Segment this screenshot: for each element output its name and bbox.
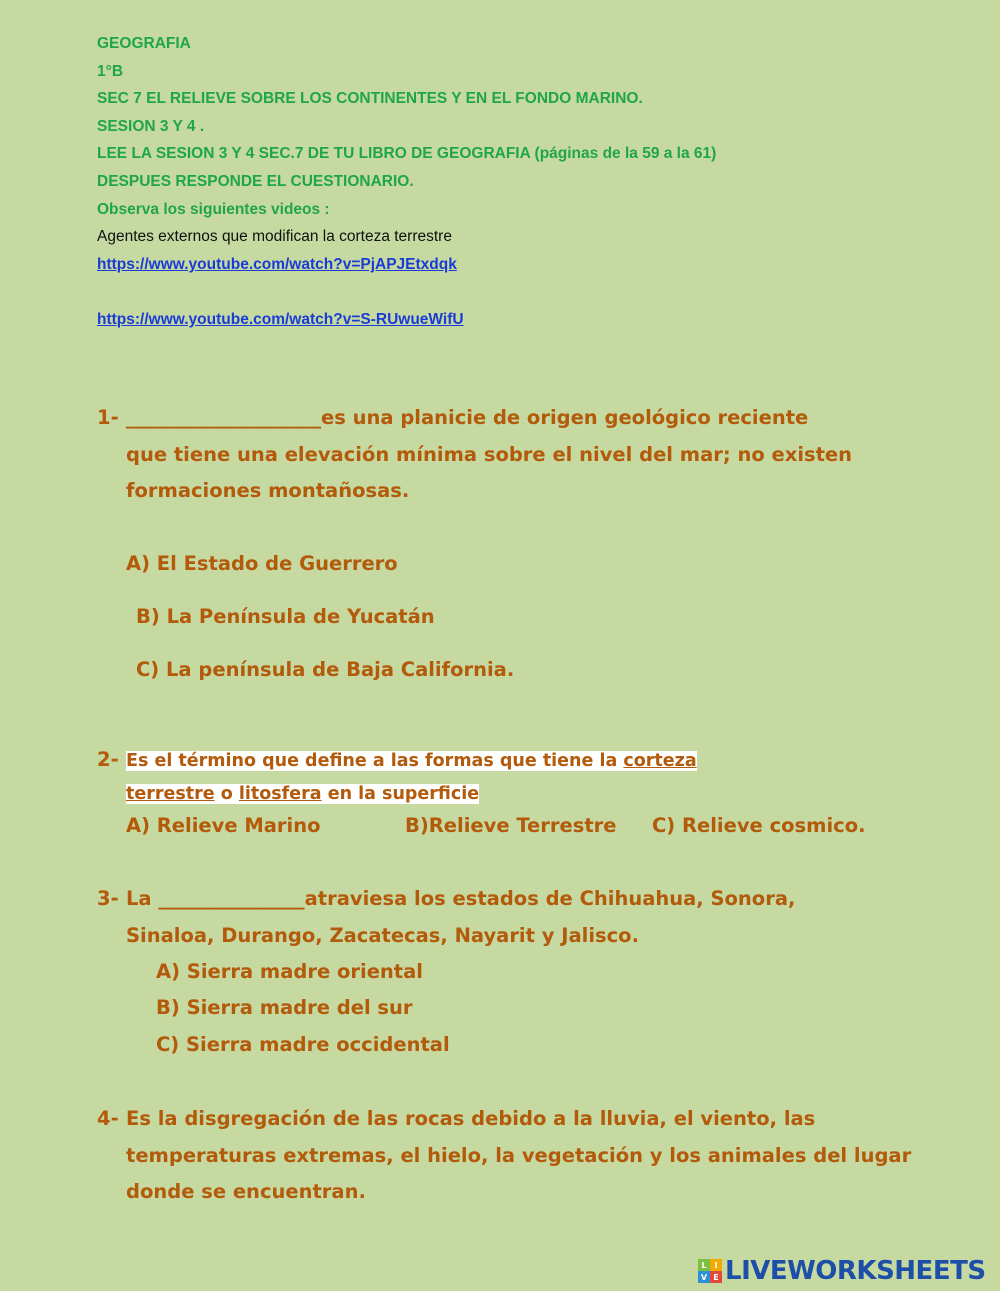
answer-blank[interactable]: _______________ (158, 887, 305, 910)
document-header (97, 33, 897, 337)
question-text: Es el término que define a las formas que tiene la (126, 751, 624, 771)
question-3 (97, 881, 795, 954)
video-subtitle: Agentes externos que modifican la corteza terrestre (97, 228, 452, 246)
question-text: donde se encuentran. (126, 1180, 366, 1203)
logo-mark-letter: L (698, 1259, 710, 1271)
question-number: 2- (97, 748, 119, 771)
logo-mark-letter: I (710, 1259, 722, 1271)
group-label: 1°B (97, 62, 124, 80)
option-c[interactable]: C) Relieve cosmico. (652, 814, 866, 837)
option-b[interactable]: B) Sierra madre del sur (156, 996, 413, 1019)
question-number: 3- (97, 887, 119, 910)
question-2 (97, 744, 697, 810)
question-number: 4- (97, 1107, 119, 1130)
logo-icon (698, 1259, 722, 1283)
answer-blank[interactable]: ____________________ (126, 406, 321, 429)
question-1 (97, 400, 852, 510)
session-label: SESION 3 Y 4 . (97, 117, 205, 135)
question-text: La (126, 887, 159, 910)
question-text: temperaturas extremas, el hielo, la vegetación y los animales del lugar (126, 1143, 912, 1167)
video-link-1[interactable]: https://www.youtube.com/watch?v=PjAPJEtxdqk (97, 255, 457, 273)
reading-instruction: LEE LA SESION 3 Y 4 SEC.7 DE TU LIBRO DE GEOGRAFIA (páginas de la 59 a la 61) (97, 145, 717, 163)
option-c[interactable]: C) La península de Baja California. (136, 658, 515, 681)
question-text: formaciones montañosas. (126, 479, 410, 502)
option-a[interactable]: A) Sierra madre oriental (156, 960, 423, 983)
subject-title: GEOGRAFIA (97, 35, 191, 52)
question-4 (97, 1101, 911, 1211)
liveworksheets-logo (698, 1255, 994, 1287)
section-title: SEC 7 EL RELIEVE SOBRE LOS CONTINENTES Y EN EL FONDO MARINO. (97, 90, 643, 108)
term-terrestre: terrestre (126, 784, 215, 804)
question-text: atraviesa los estados de Chihuahua, Sonora, (304, 887, 796, 910)
logo-text: LIVEWORKSHEETS (725, 1256, 986, 1286)
logo-mark-letter: E (710, 1271, 722, 1283)
question-text: Sinaloa, Durango, Zacatecas, Nayarit y Jalisco. (126, 923, 639, 947)
option-a[interactable]: A) El Estado de Guerrero (126, 552, 398, 575)
question-text: o (214, 784, 239, 804)
term-litosfera: litosfera (238, 784, 322, 804)
option-b[interactable]: B)Relieve Terrestre (405, 814, 617, 837)
question-text: es una planicie de origen geológico reciente (321, 406, 809, 429)
question-text: Es la disgregación de las rocas debido a la lluvia, el viento, las (126, 1107, 816, 1130)
answer-instruction: DESPUES RESPONDE EL CUESTIONARIO. (97, 172, 414, 190)
question-number: 1- (97, 406, 119, 429)
question-text: que tiene una elevación mínima sobre el nivel del mar; no existen (126, 442, 853, 466)
videos-instruction: Observa los siguientes videos : (97, 200, 330, 218)
option-b[interactable]: B) La Península de Yucatán (136, 605, 435, 628)
video-link-2[interactable]: https://www.youtube.com/watch?v=S-RUwueWifU (97, 310, 464, 328)
option-c[interactable]: C) Sierra madre occidental (156, 1033, 450, 1056)
logo-mark-letter: V (698, 1271, 710, 1283)
term-corteza: corteza (623, 751, 697, 771)
question-text: en la superficie (321, 784, 480, 804)
option-a[interactable]: A) Relieve Marino (126, 814, 321, 837)
